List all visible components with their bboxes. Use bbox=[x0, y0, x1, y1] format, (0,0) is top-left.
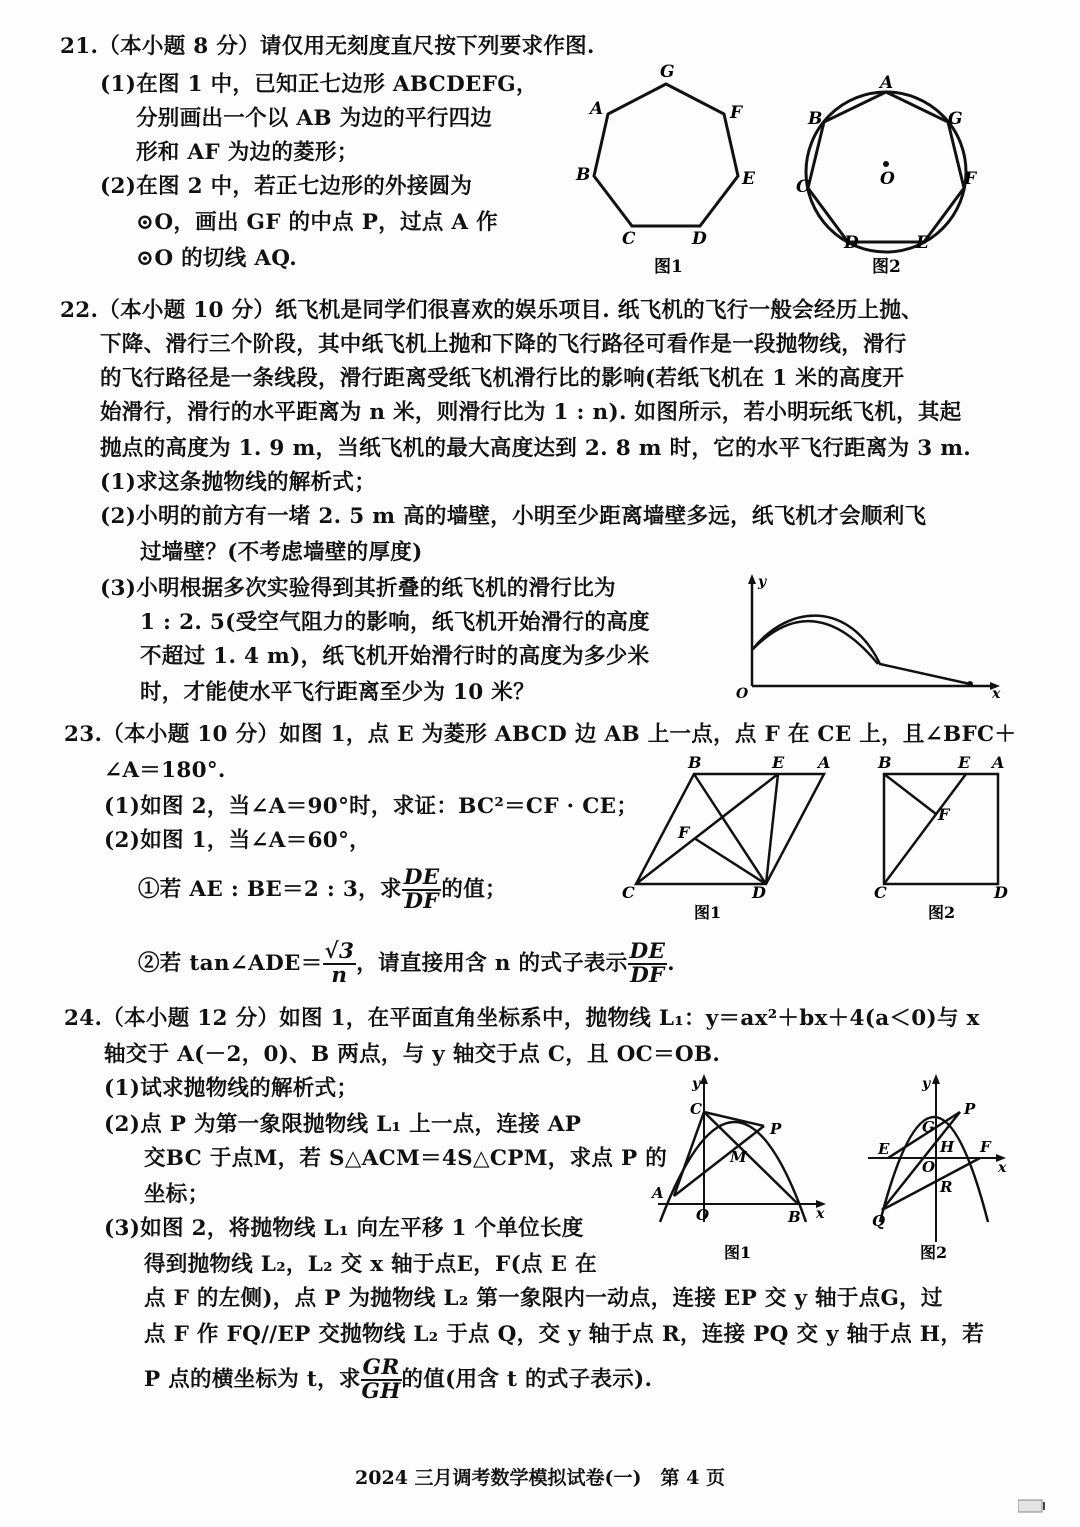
q24-sub3-line4: 点 F 作 FQ//EP 交抛物线 L₂ 于点 Q，交 y 轴于点 R，连接 PQ 交 y 轴于点 H，若 bbox=[144, 1322, 985, 1347]
label-C: C bbox=[622, 229, 636, 249]
fraction-de-df-2: $\frac{DE}{DF}$ bbox=[629, 939, 666, 988]
axis-y-label: y bbox=[758, 574, 767, 590]
q24-sub2-line3: 坐标； bbox=[144, 1182, 210, 1207]
label-F: F bbox=[938, 805, 950, 824]
q23-sub1: (1)如图 2，当∠A＝90°时，求证：BC²＝CF · CE； bbox=[104, 794, 639, 819]
label-O: O bbox=[696, 1206, 710, 1224]
label-O: O bbox=[880, 169, 895, 189]
label-A: A bbox=[880, 73, 894, 93]
label-x: x bbox=[998, 1160, 1007, 1176]
figure-caption: 图1 bbox=[654, 257, 683, 277]
label-D: D bbox=[752, 883, 766, 902]
parabola-figure-2 bbox=[864, 1072, 1014, 1272]
q23-case1: ①若 AE : BE＝2 : 3，求 $\frac{DE}{DF}$ 的值； bbox=[138, 865, 507, 914]
q22-sub2-line2: 过墙壁？(不考虑墙壁的厚度) bbox=[140, 540, 423, 565]
q23-sub2: (2)如图 1，当∠A＝60°， bbox=[104, 828, 371, 853]
q22-sub3-line4: 时，才能使水平飞行距离至少为 10 米？ bbox=[140, 680, 535, 705]
q21-part1-line1: (1)在图 1 中，已知正七边形 ABCDEFG， bbox=[100, 72, 538, 97]
label-P: P bbox=[770, 1120, 782, 1138]
label-B: B bbox=[576, 165, 591, 185]
label-D: D bbox=[692, 229, 707, 249]
label-B: B bbox=[788, 1208, 801, 1226]
label-Q: Q bbox=[872, 1212, 886, 1230]
q23-line1: 23.（本小题 10 分）如图 1，点 E 为菱形 ABCD 边 AB 上一点，点 F 在 CE 上，且∠BFC＋ bbox=[64, 722, 1017, 747]
label-D: D bbox=[994, 883, 1008, 902]
label-E: E bbox=[958, 753, 971, 772]
label-E: E bbox=[916, 233, 929, 253]
figure-caption: 图1 bbox=[724, 1243, 752, 1262]
origin-label: O bbox=[736, 686, 749, 702]
q22-sub1: (1)求这条抛物线的解析式； bbox=[100, 470, 377, 495]
q24-sub1: (1)试求抛物线的解析式； bbox=[104, 1076, 359, 1101]
heptagon-figure-2 bbox=[790, 72, 990, 282]
label-B: B bbox=[808, 109, 823, 129]
label-H: H bbox=[940, 1138, 955, 1156]
label-E: E bbox=[772, 753, 785, 772]
q21-part1-line3: 形和 AF 为边的菱形； bbox=[136, 140, 359, 165]
label-B: B bbox=[688, 753, 702, 772]
figure-caption: 图2 bbox=[920, 1243, 948, 1262]
square-figure-2 bbox=[866, 752, 1016, 924]
heptagon-figure-1 bbox=[570, 62, 770, 282]
label-B: B bbox=[878, 753, 892, 772]
q24-sub3-line2: 得到抛物线 L₂，L₂ 交 x 轴于点E，F(点 E 在 bbox=[144, 1252, 597, 1277]
q22-sub3-line2: 1 : 2. 5(受空气阻力的影响，纸飞机开始滑行的高度 bbox=[140, 610, 650, 635]
q24-sub2-line1: (2)点 P 为第一象限抛物线 L₁ 上一点，连接 AP bbox=[104, 1112, 582, 1137]
label-G: G bbox=[922, 1118, 935, 1136]
label-C: C bbox=[690, 1100, 702, 1118]
label-D: D bbox=[844, 233, 859, 253]
label-E: E bbox=[878, 1140, 890, 1158]
page-footer: 2024 三月调考数学模拟试卷(一) 第 4 页 bbox=[355, 1467, 725, 1489]
figure-caption: 图2 bbox=[928, 903, 956, 922]
q21-part2-line2: ⊙O，画出 GF 的中点 P，过点 A 作 bbox=[136, 210, 498, 235]
label-M: M bbox=[730, 1148, 747, 1166]
label-F: F bbox=[678, 823, 690, 842]
parabola-figure-1 bbox=[648, 1072, 838, 1272]
q24-sub3-line5: P 点的横坐标为 t，求 $\frac{GR}{GH}$ 的值(用含 t 的式子表示). bbox=[144, 1355, 653, 1404]
label-F: F bbox=[980, 1138, 991, 1156]
fraction-de-df: $\frac{DE}{DF}$ bbox=[403, 865, 440, 914]
label-C: C bbox=[622, 883, 635, 902]
label-A: A bbox=[590, 99, 604, 119]
label-G: G bbox=[660, 62, 675, 82]
label-E: E bbox=[742, 169, 755, 189]
q23-case2: ②若 tan∠ADE＝ $\frac{√3}{n}$ ，请直接用含 n 的式子表示 $\frac{DE}{DF}$ . bbox=[138, 939, 675, 988]
q22-line5: 抛点的高度为 1. 9 m，当纸飞机的最大高度达到 2. 8 m 时，它的水平飞行距离为 3 m. bbox=[100, 436, 972, 461]
label-y: y bbox=[922, 1076, 931, 1092]
label-A: A bbox=[652, 1184, 664, 1202]
q22-sub2-line1: (2)小明的前方有一堵 2. 5 m 高的墙壁，小明至少距离墙壁多远，纸飞机才会顺利飞 bbox=[100, 504, 927, 529]
q24-sub3-line3: 点 F 的左侧)，点 P 为抛物线 L₂ 第一象限内一动点，连接 EP 交 y 轴于点G，过 bbox=[144, 1286, 943, 1311]
label-P: P bbox=[964, 1100, 976, 1118]
q24-line2: 轴交于 A(－2，0)、B 两点，与 y 轴交于点 C，且 OC＝OB. bbox=[104, 1042, 721, 1067]
label-F: F bbox=[730, 103, 743, 123]
q21-part2-line3: ⊙O 的切线 AQ. bbox=[136, 246, 298, 271]
q24-sub3-line1: (3)如图 2，将抛物线 L₁ 向左平移 1 个单位长度 bbox=[104, 1216, 584, 1241]
q21-part1-line2: 分别画出一个以 AB 为边的平行四边 bbox=[136, 106, 493, 131]
label-x: x bbox=[816, 1206, 825, 1222]
label-F: F bbox=[964, 169, 977, 189]
label-R: R bbox=[940, 1178, 953, 1196]
q22-line3: 的飞行路径是一条线段，滑行距离受纸飞机滑行比的影响(若纸飞机在 1 米的高度开 bbox=[100, 366, 905, 391]
figure-caption: 图1 bbox=[694, 903, 722, 922]
figure-caption: 图2 bbox=[872, 257, 901, 277]
label-O: O bbox=[922, 1158, 936, 1176]
q22-sub3-line1: (3)小明根据多次实验得到其折叠的纸飞机的滑行比为 bbox=[100, 576, 616, 601]
q24-line1: 24.（本小题 12 分）如图 1，在平面直角坐标系中，抛物线 L₁：y＝ax²＋bx＋4(a＜0)与 x bbox=[64, 1006, 980, 1031]
q23-line2: ∠A＝180°. bbox=[104, 758, 226, 783]
label-A: A bbox=[818, 753, 831, 772]
q21-part2-line1: (2)在图 2 中，若正七边形的外接圆为 bbox=[100, 174, 473, 199]
q22-line1: 22.（本小题 10 分）纸飞机是同学们很喜欢的娱乐项目. 纸飞机的飞行一般会经历上抛、 bbox=[60, 298, 923, 323]
fraction-sqrt3-n: $\frac{√3}{n}$ bbox=[324, 939, 355, 988]
q22-sub3-line3: 不超过 1. 4 m)，纸飞机开始滑行时的高度为多少米 bbox=[140, 644, 650, 669]
q22-line2: 下降、滑行三个阶段，其中纸飞机上抛和下降的飞行路径可看作是一段抛物线，滑行 bbox=[100, 332, 907, 357]
label-G: G bbox=[948, 109, 963, 129]
axis-x-label: x bbox=[992, 686, 1001, 702]
q21-heading: 21.（本小题 8 分）请仅用无刻度直尺按下列要求作图. bbox=[60, 34, 595, 59]
label-A: A bbox=[992, 753, 1005, 772]
rhombus-figure-1 bbox=[618, 752, 844, 924]
fraction-gr-gh: $\frac{GR}{GH}$ bbox=[361, 1355, 401, 1404]
label-y: y bbox=[692, 1076, 701, 1092]
scroll-indicator-icon bbox=[1018, 1498, 1048, 1514]
paper-plane-flight-graph bbox=[730, 572, 1010, 702]
label-C: C bbox=[796, 177, 810, 197]
label-C: C bbox=[874, 883, 887, 902]
q24-sub2-line2: 交BC 于点M，若 S△ACM＝4S△CPM，求点 P 的 bbox=[144, 1146, 668, 1171]
q22-line4: 始滑行，滑行的水平距离为 n 米，则滑行比为 1 : n). 如图所示，若小明玩纸飞机，其起 bbox=[100, 400, 962, 425]
